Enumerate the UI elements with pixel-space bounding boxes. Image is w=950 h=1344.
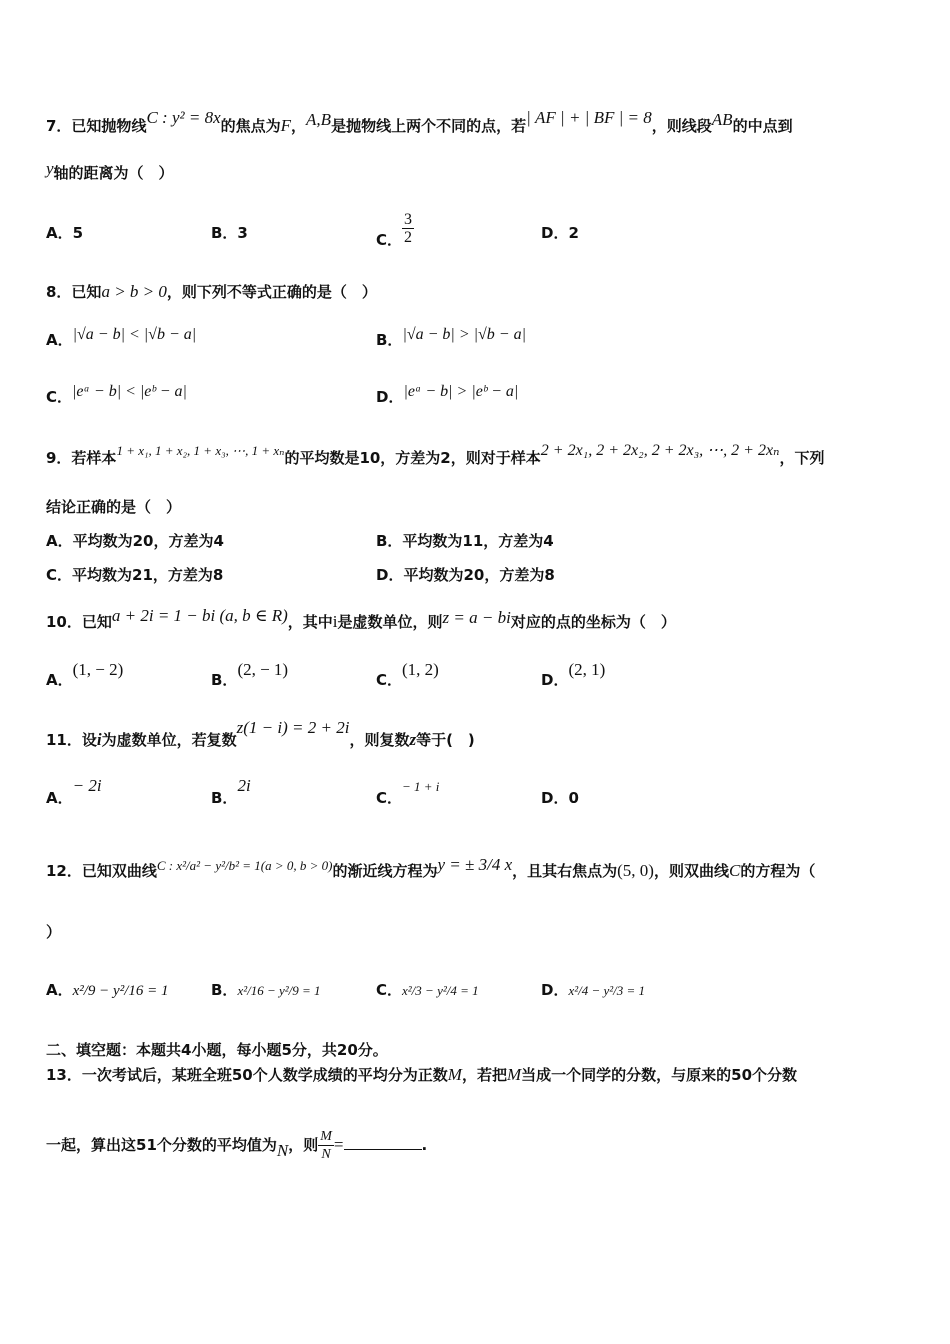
q13-answer-blank[interactable] <box>344 1135 422 1150</box>
q7-option-c[interactable] <box>376 211 414 258</box>
q12-option-a[interactable] <box>46 980 169 1001</box>
q12-text: 12．已知双曲线 <box>46 862 157 880</box>
q7-c-fraction <box>402 211 414 246</box>
q8-option-c[interactable] <box>46 381 187 406</box>
option-text: A． <box>46 981 73 999</box>
option-text: C．平均数为21，方差为8 <box>46 566 224 584</box>
q9-sample2: 2 + 2x₁, 2 + 2x₂, 2 + 2x₃, ⋯, 2 + 2xₙ <box>540 442 780 459</box>
q10-option-d[interactable] <box>541 660 606 690</box>
fraction-denominator: N <box>321 1147 331 1162</box>
q7-line1 <box>46 108 793 136</box>
q9-line2 <box>46 497 181 517</box>
q12-asymptote: y = ± 3/4 x <box>437 855 513 874</box>
q8-d-formula: |eᵃ − b| > |eᵇ − a| <box>403 383 519 400</box>
option-text: B．3 <box>211 224 248 242</box>
option-text: B． <box>211 789 238 807</box>
q7-text: 的中点到 <box>732 117 793 135</box>
q12-line2 <box>46 922 61 942</box>
option-text: D． <box>376 388 404 406</box>
option-text: B． <box>211 981 238 999</box>
q8-text: 8．已知 <box>46 283 102 301</box>
q10-stem <box>46 606 676 632</box>
q10-text: ，其中 <box>287 613 333 631</box>
q9-option-a[interactable] <box>46 531 224 551</box>
q12-hyperbola: C : x²/a² − y²/b² = 1(a > 0, b > 0) <box>156 858 333 873</box>
fraction-numerator: M <box>320 1129 332 1144</box>
q13-m: M <box>506 1065 522 1084</box>
q7-segment: AB <box>711 110 733 129</box>
q13-equals: = <box>333 1135 344 1154</box>
option-text: A．平均数为20，方差为4 <box>46 532 224 550</box>
option-text: C． <box>376 671 403 689</box>
q13-line1 <box>46 1065 797 1085</box>
q11-option-c[interactable] <box>376 779 440 809</box>
q7-points: A,B <box>306 110 332 129</box>
q10-imag-unit: i <box>332 612 338 631</box>
q7-text: ，则线段 <box>651 117 712 135</box>
q10-text: 对应的点的坐标为（ ） <box>510 613 676 631</box>
q12-text: 的渐近线方程为 <box>332 862 438 880</box>
q11-b-value: 2i <box>237 776 251 795</box>
q12-text: 的方程为（ <box>740 862 816 880</box>
q13-m: M <box>447 1065 462 1084</box>
option-text: C． <box>376 789 403 807</box>
q9-line1 <box>46 442 825 469</box>
option-text: A．5 <box>46 224 84 242</box>
q13-text: 当成一个同学的分数，与原来的50个分数 <box>521 1066 798 1084</box>
q12-line1 <box>46 855 816 882</box>
q8-option-a[interactable] <box>46 324 197 349</box>
option-text: D．0 <box>541 789 579 807</box>
q11-option-a[interactable] <box>46 776 102 808</box>
q7-y-axis: y <box>46 159 54 178</box>
q11-z: z <box>409 730 417 749</box>
option-text: D． <box>541 671 569 689</box>
option-text: C． <box>46 388 73 406</box>
q12-text: ，则双曲线 <box>653 862 729 880</box>
q7-line2 <box>46 159 174 183</box>
q8-stem <box>46 282 377 302</box>
q7-option-a[interactable] <box>46 223 83 243</box>
q11-option-d[interactable] <box>541 788 579 808</box>
q7-option-d[interactable] <box>541 223 579 243</box>
q12-text: ，且其右焦点为 <box>512 862 618 880</box>
q10-equation: a + 2i = 1 − bi (a, b ∈ R) <box>111 606 288 625</box>
q8-a-formula: |√a − b| < |√b − a| <box>72 326 197 343</box>
q12-c-equation: x²/3 − y²/4 = 1 <box>402 983 479 998</box>
q12-text: ） <box>46 923 62 941</box>
q10-d-point: (2, 1) <box>568 660 606 679</box>
q13-text: 一起，算出这51个分数的平均值为 <box>46 1136 277 1154</box>
q8-option-d[interactable] <box>376 381 519 406</box>
q10-b-point: (2, − 1) <box>237 660 289 679</box>
q9-option-b[interactable] <box>376 531 554 551</box>
q9-text: ，下列 <box>779 449 825 467</box>
q12-d-equation: x²/4 − y²/3 = 1 <box>568 983 646 998</box>
q7-parabola-formula: C : y² = 8x <box>146 108 221 127</box>
q13-text: . <box>421 1136 428 1154</box>
q11-equation: z(1 − i) = 2 + 2i <box>236 718 350 737</box>
q9-option-d[interactable] <box>376 565 555 585</box>
q9-text: 9．若样本 <box>46 449 117 467</box>
option-text: B． <box>376 331 403 349</box>
option-text: D．2 <box>541 224 579 242</box>
q13-text: 13．一次考试后，某班全班50个人数学成绩的平均分为正数 <box>46 1066 448 1084</box>
q7-distance-condition: | AF | + | BF | = 8 <box>526 108 652 127</box>
fraction-denominator: 2 <box>404 229 413 246</box>
q8-text: ，则下列不等式正确的是（ ） <box>166 283 377 301</box>
section-heading <box>46 1040 388 1060</box>
option-text: B． <box>211 671 238 689</box>
q8-c-formula: |eᵃ − b| < |eᵇ − a| <box>72 383 187 400</box>
q12-option-d[interactable] <box>541 980 645 1001</box>
q7-text: 的焦点为 <box>220 117 281 135</box>
fraction-numerator: 3 <box>404 211 413 228</box>
q7-stem-text: 7．已知抛物线 <box>46 117 147 135</box>
q11-text: 为虚数单位，若复数 <box>101 731 237 749</box>
option-text: C． <box>376 981 403 999</box>
option-text: D． <box>541 981 569 999</box>
option-text: C． <box>376 231 403 249</box>
q11-text: 等于( ) <box>416 731 475 749</box>
q10-a-point: (1, − 2) <box>72 660 124 679</box>
q11-option-b[interactable] <box>211 776 251 808</box>
q12-b-equation: x²/16 − y²/9 = 1 <box>237 983 321 998</box>
option-text: B．平均数为11，方差为4 <box>376 532 554 550</box>
q7-focus: F <box>280 116 292 135</box>
q11-c-value: − 1 + i <box>402 779 440 794</box>
q13-n: N <box>276 1141 289 1160</box>
q10-option-a[interactable] <box>46 660 124 690</box>
q7-option-b[interactable] <box>211 223 248 243</box>
q12-option-b[interactable] <box>211 980 321 1001</box>
q10-option-c[interactable] <box>376 660 439 690</box>
option-text: A． <box>46 331 73 349</box>
q13-fraction <box>318 1128 334 1163</box>
q13-line2 <box>46 1128 427 1163</box>
q9-text: 结论正确的是（ ） <box>46 498 182 516</box>
option-text: D．平均数为20，方差为8 <box>376 566 555 584</box>
option-text: A． <box>46 789 73 807</box>
q8-b-formula: |√a − b| > |√b − a| <box>402 326 526 343</box>
q9-option-c[interactable] <box>46 565 223 585</box>
q11-a-value: − 2i <box>72 776 102 795</box>
q9-text: 的平均数是10，方差为2，则对于样本 <box>284 449 541 467</box>
q10-text: 10．已知 <box>46 613 112 631</box>
q11-text: 11．设 <box>46 731 97 749</box>
q7-text: ， <box>291 117 307 135</box>
q7-text: 是抛物线上两个不同的点，若 <box>331 117 527 135</box>
q13-text: ，则 <box>288 1136 319 1154</box>
q10-option-b[interactable] <box>211 660 289 690</box>
section-title: 二、填空题：本题共4小题，每小题5分，共20分。 <box>46 1041 388 1059</box>
q10-text: 是虚数单位，则 <box>337 613 443 631</box>
q8-option-b[interactable] <box>376 324 526 349</box>
q13-text: ，若把 <box>461 1066 507 1084</box>
q10-c-point: (1, 2) <box>402 660 439 679</box>
q10-z: z = a − bi <box>442 608 511 627</box>
q12-option-c[interactable] <box>376 980 479 1001</box>
option-text: A． <box>46 671 73 689</box>
q7-text: 轴的距离为（ ） <box>53 164 174 182</box>
q9-sample1: 1 + x₁, 1 + x₂, 1 + x₃, ⋯, 1 + xₙ <box>116 443 285 458</box>
q12-a-equation: x²/9 − y²/16 = 1 <box>72 983 169 999</box>
q8-condition: a > b > 0 <box>101 282 167 301</box>
q11-text: ，则复数 <box>349 731 410 749</box>
q12-curve: C <box>728 861 741 880</box>
q11-imag-unit: i <box>96 730 102 749</box>
q11-stem <box>46 718 475 750</box>
q12-focus: (5, 0) <box>617 861 654 880</box>
